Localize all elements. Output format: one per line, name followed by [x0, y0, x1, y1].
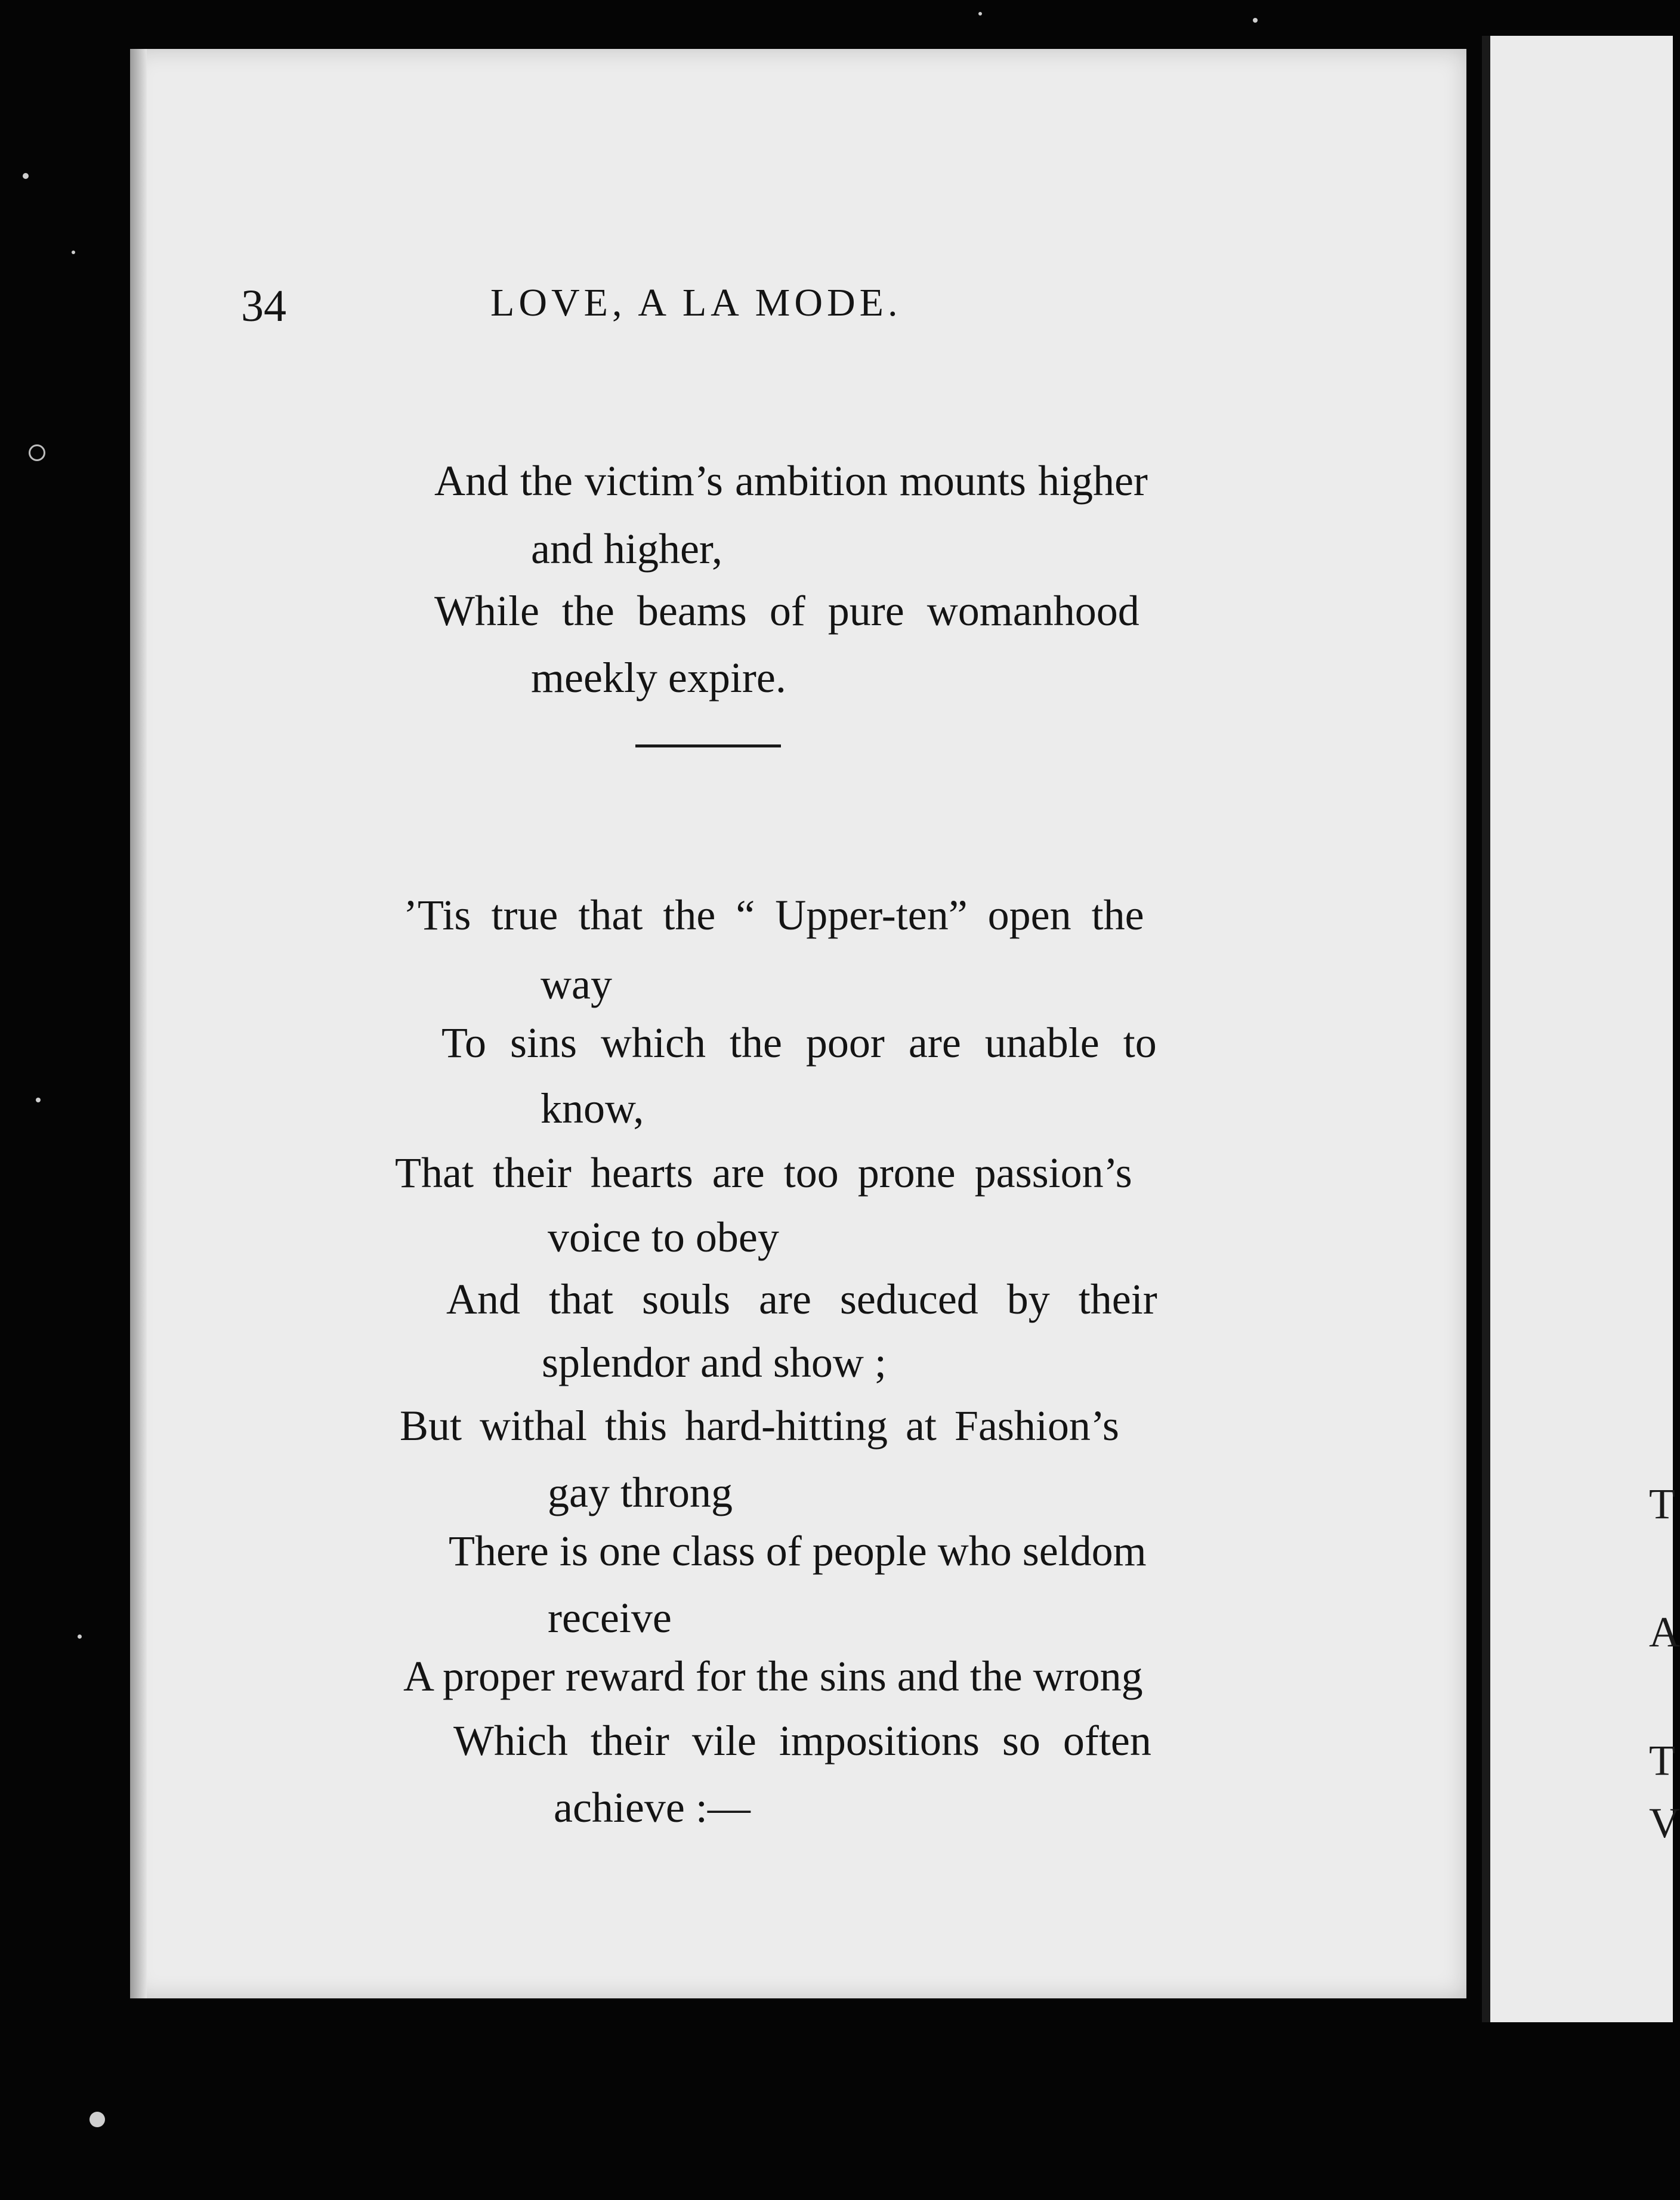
verse-line: A proper reward for the sins and the wrong [403, 1652, 1143, 1700]
verse-line: achieve :— [554, 1784, 751, 1831]
background-speck [978, 12, 982, 16]
verse-line: There is one class of people who seldom [449, 1527, 1147, 1575]
verse-line: Which their vile impositions so often [453, 1717, 1151, 1765]
facing-page-letter: V [1649, 1799, 1680, 1847]
facing-page-letter: T [1649, 1480, 1675, 1528]
facing-page-letter: A [1649, 1608, 1680, 1656]
verse-line: meekly expire. [531, 654, 786, 702]
running-title: LOVE, A LA MODE. [490, 281, 902, 325]
facing-page-letter: T [1649, 1736, 1675, 1784]
background-speck [72, 251, 75, 254]
section-divider [635, 744, 781, 747]
verse-line: That their hearts are too prone passion’s [395, 1149, 1132, 1197]
verse-line: But withal this hard-hitting at Fashion’s [400, 1402, 1119, 1450]
background-speck [78, 1634, 82, 1639]
verse-line: splendor and show ; [542, 1339, 887, 1386]
background-speck [89, 2112, 105, 2127]
verse-line: While the beams of pure womanhood [434, 587, 1139, 635]
background-speck [23, 173, 29, 179]
background-speck [29, 444, 45, 461]
verse-line: And the victim’s ambition mounts higher [434, 457, 1148, 505]
verse-line: way [541, 960, 612, 1008]
background-speck [36, 1098, 41, 1102]
verse-line: gay throng [548, 1469, 733, 1516]
verse-line: receive [548, 1594, 672, 1642]
background-speck [1253, 18, 1258, 23]
running-header [0, 280, 1663, 352]
verse-line: And that souls are seduced by their [446, 1275, 1157, 1323]
verse-line: To sins which the poor are unable to [441, 1019, 1157, 1067]
verse-line: and higher, [531, 525, 723, 573]
page-number: 34 [241, 281, 286, 331]
verse-line: ’Tis true that the “ Upper-ten” open the [403, 891, 1144, 939]
verse-line: voice to obey [548, 1213, 779, 1261]
verse-line: know, [541, 1084, 644, 1132]
